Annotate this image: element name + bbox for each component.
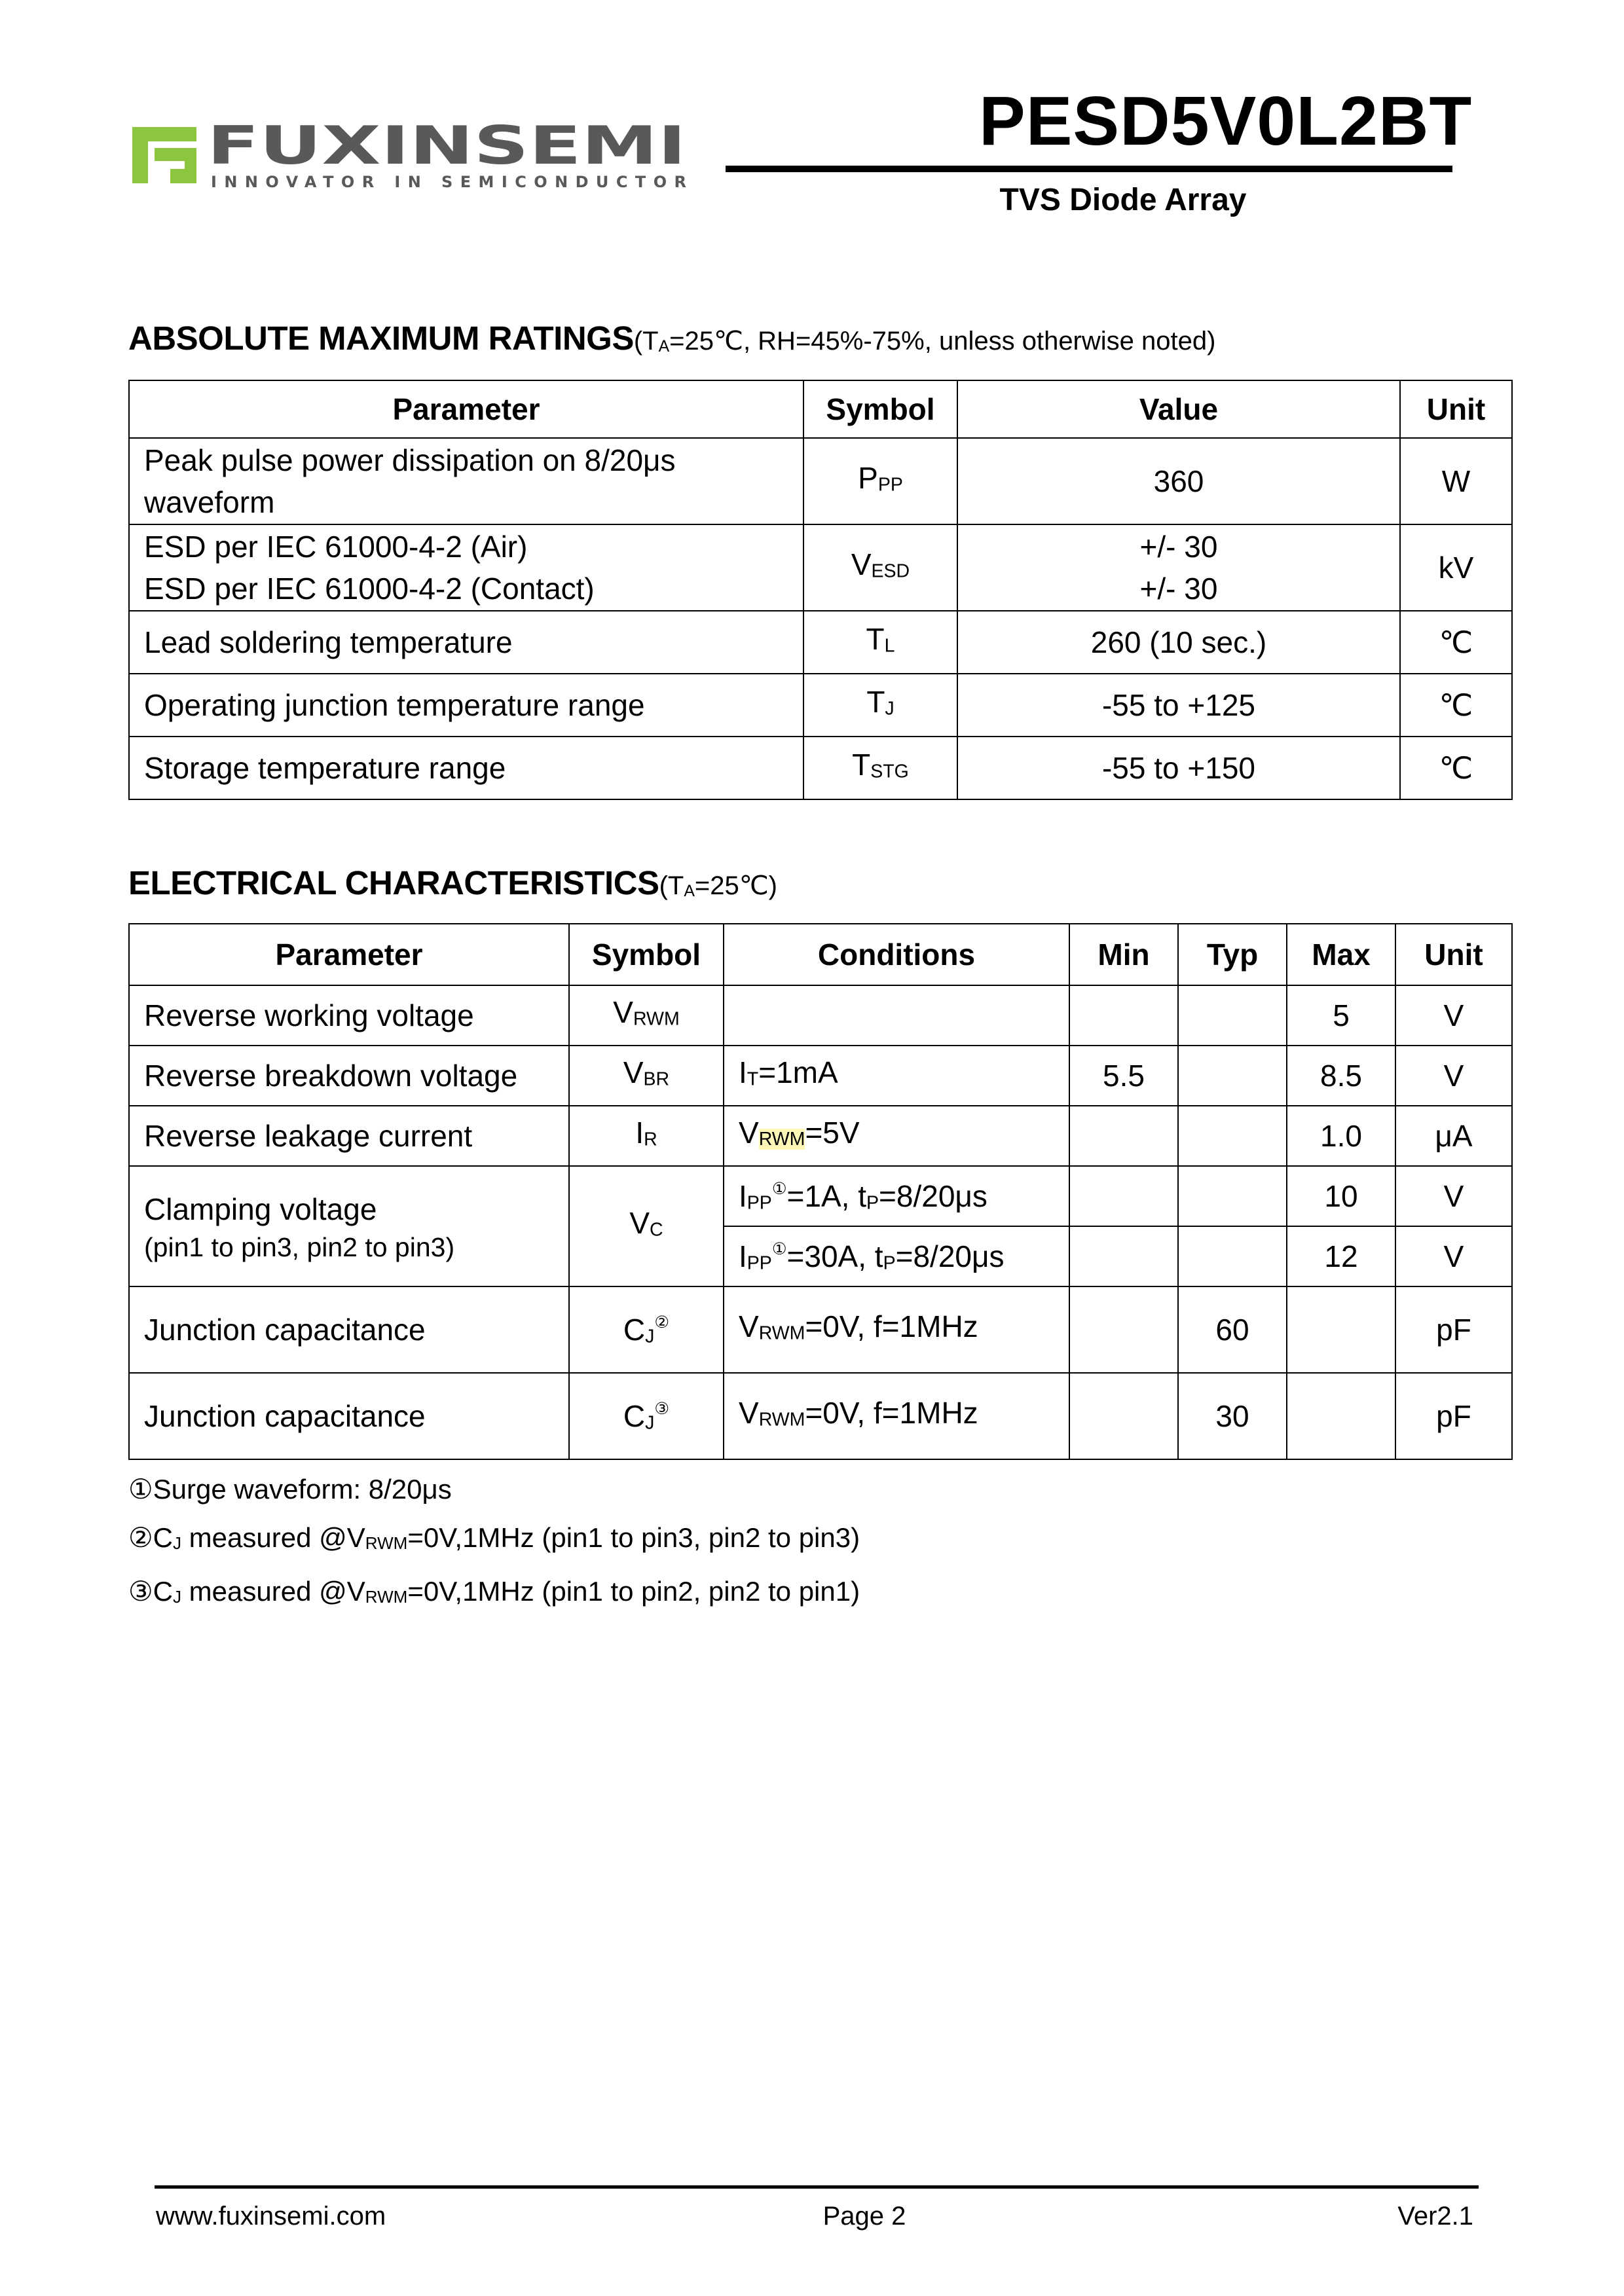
footer-website: www.fuxinsemi.com (156, 2202, 386, 2231)
unit-cell: ℃ (1400, 737, 1512, 799)
table-row (129, 524, 1512, 611)
symbol-cell: VBR (569, 1046, 724, 1106)
col-header: Symbol (569, 924, 724, 985)
conditions-cell: VRWM=0V, f=1MHz (724, 1286, 1069, 1373)
col-header: Parameter (129, 380, 803, 438)
col-header: Max (1287, 924, 1395, 985)
typ-cell (1178, 1046, 1287, 1106)
elec-table (128, 923, 1513, 1460)
unit-cell: ℃ (1400, 674, 1512, 737)
param-cell: Peak pulse power dissipation on 8/20μs waveform (129, 438, 803, 524)
min-cell (1069, 985, 1178, 1046)
col-header: Unit (1395, 924, 1512, 985)
table-row (129, 611, 1512, 674)
conditions-cell: VRWM=5V (724, 1106, 1069, 1166)
value-cell: +/- 30 +/- 30 (957, 524, 1400, 611)
unit-cell: V (1395, 1226, 1512, 1286)
unit-cell: μA (1395, 1106, 1512, 1166)
footnote: ②CJ measured @VRWM=0V,1MHz (pin1 to pin3, pin2 to pin3) (128, 1522, 860, 1554)
max-cell: 5 (1287, 985, 1395, 1046)
param-cell: Operating junction temperature range (129, 674, 803, 737)
max-cell (1287, 1286, 1395, 1373)
typ-cell (1178, 1106, 1287, 1166)
table-row (129, 674, 1512, 737)
typ-cell (1178, 1166, 1287, 1226)
symbol-cell: VRWM (569, 985, 724, 1046)
table-header-row (129, 380, 1512, 438)
table-row (129, 985, 1512, 1046)
table-row (129, 1373, 1512, 1459)
table-row (129, 438, 1512, 524)
footnotes (128, 1465, 860, 1621)
param-cell: Reverse breakdown voltage (129, 1046, 569, 1106)
max-cell: 10 (1287, 1166, 1395, 1226)
abs-max-heading (128, 318, 1215, 367)
page-number: Page 2 (822, 2202, 906, 2231)
part-number: PESD5V0L2BT (979, 82, 1473, 160)
logo-tagline: INNOVATOR IN SEMICONDUCTOR (211, 173, 686, 191)
unit-cell: pF (1395, 1286, 1512, 1373)
footnote: ①Surge waveform: 8/20μs (128, 1474, 452, 1504)
typ-cell: 60 (1178, 1286, 1287, 1373)
document-subtitle: TVS Diode Array (999, 183, 1247, 217)
param-note: (pin1 to pin3, pin2 to pin3) (144, 1232, 455, 1262)
typ-cell (1178, 985, 1287, 1046)
conditions-cell: VRWM=0V, f=1MHz (724, 1373, 1069, 1459)
symbol-cell: TJ (803, 674, 957, 737)
logo-mark-icon (132, 127, 196, 183)
param-cell: Reverse working voltage (129, 985, 569, 1046)
value-cell: 260 (10 sec.) (957, 611, 1400, 674)
conditions-cell: IPP①=1A, tP=8/20μs (724, 1166, 1069, 1226)
symbol-cell: CJ② (569, 1286, 724, 1373)
unit-cell: V (1395, 1046, 1512, 1106)
col-header: Min (1069, 924, 1178, 985)
value-cell: 360 (957, 438, 1400, 524)
min-cell (1069, 1106, 1178, 1166)
min-cell (1069, 1286, 1178, 1373)
symbol-cell: TL (803, 611, 957, 674)
param-cell: Clamping voltage (pin1 to pin3, pin2 to pin3) (129, 1166, 569, 1286)
min-cell (1069, 1166, 1178, 1226)
col-header: Conditions (724, 924, 1069, 985)
param-cell: ESD per IEC 61000-4-2 (Air) ESD per IEC 61000-4-2 (Contact) (129, 524, 803, 611)
table-row (129, 737, 1512, 799)
min-cell (1069, 1226, 1178, 1286)
col-header: Symbol (803, 380, 957, 438)
abs-max-title: ABSOLUTE MAXIMUM RATINGS (128, 319, 634, 357)
conditions-cell (724, 985, 1069, 1046)
typ-cell: 30 (1178, 1373, 1287, 1459)
symbol-cell: VESD (803, 524, 957, 611)
footer-rule (155, 2185, 1479, 2189)
col-header: Unit (1400, 380, 1512, 438)
conditions-cell: IT=1mA (724, 1046, 1069, 1106)
table-row (129, 1106, 1512, 1166)
param-cell: Junction capacitance (129, 1373, 569, 1459)
max-cell: 12 (1287, 1226, 1395, 1286)
header-rule (726, 166, 1452, 172)
symbol-cell: PPP (803, 438, 957, 524)
param-cell: Junction capacitance (129, 1286, 569, 1373)
unit-cell: W (1400, 438, 1512, 524)
unit-cell: kV (1400, 524, 1512, 611)
table-header-row (129, 924, 1512, 985)
col-header: Value (957, 380, 1400, 438)
elec-conditions: (TA=25℃) (659, 871, 777, 900)
conditions-cell: IPP①=30A, tP=8/20μs (724, 1226, 1069, 1286)
param-cell: Lead soldering temperature (129, 611, 803, 674)
table-row (129, 1046, 1512, 1106)
unit-cell: pF (1395, 1373, 1512, 1459)
elec-title: ELECTRICAL CHARACTERISTICS (128, 864, 659, 902)
min-cell (1069, 1373, 1178, 1459)
min-cell: 5.5 (1069, 1046, 1178, 1106)
value-cell: -55 to +125 (957, 674, 1400, 737)
abs-max-table (128, 380, 1513, 800)
col-header: Typ (1178, 924, 1287, 985)
symbol-cell: IR (569, 1106, 724, 1166)
table-row (129, 1286, 1512, 1373)
symbol-cell: TSTG (803, 737, 957, 799)
table-row (129, 1166, 1512, 1226)
max-cell (1287, 1373, 1395, 1459)
unit-cell: V (1395, 1166, 1512, 1226)
param-cell: Storage temperature range (129, 737, 803, 799)
document-version: Ver2.1 (1397, 2202, 1473, 2231)
symbol-cell: CJ③ (569, 1373, 724, 1459)
max-cell: 1.0 (1287, 1106, 1395, 1166)
logo-wordmark: FUXINSEMI (207, 119, 686, 176)
max-cell: 8.5 (1287, 1046, 1395, 1106)
param-cell: Reverse leakage current (129, 1106, 569, 1166)
value-cell: -55 to +150 (957, 737, 1400, 799)
unit-cell: V (1395, 985, 1512, 1046)
footnote: ③CJ measured @VRWM=0V,1MHz (pin1 to pin2, pin2 to pin1) (128, 1576, 860, 1607)
abs-max-conditions: (TA=25℃, RH=45%-75%, unless otherwise noted) (633, 327, 1216, 355)
typ-cell (1178, 1226, 1287, 1286)
symbol-cell: VC (569, 1166, 724, 1286)
unit-cell: ℃ (1400, 611, 1512, 674)
elec-heading (128, 863, 777, 912)
company-logo (131, 119, 694, 191)
col-header: Parameter (129, 924, 569, 985)
